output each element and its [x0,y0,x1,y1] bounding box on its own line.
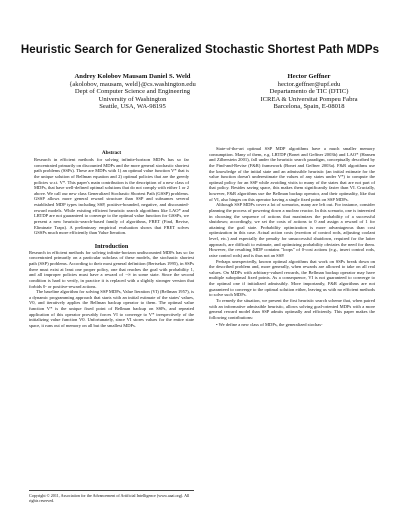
body-paragraph: Perhaps unexpectedly, known optimal algorithms that work on SSPs break down on the described problem and, more generally, when rewards are allowed to take on all real values. On MDPs with arbitrary-valued rewards, the Bellman backup operator may have multiple suboptimal fixed points. As a consequence, VI is not guaranteed to converge to the optimal one if initialized admissibly. More importantly, F&R algorithms are not guaranteed to converge to the optimal solution either, leaving us with no efficient methods to solve such MDPs. [209,258,375,298]
abstract-text: Research in efficient methods for solving infinite-horizon MDPs has so far concentrated primarily on discounted MDPs and the more general stochastic shortest path problems (SSPs). These are MDPs with 1) an optimal value function V* that is the unique solution of Bellman equation and 2) optimal policies that are the greedy policies w.r.t. V*. This paper's main contribution is the description of a new class of MDPs, that have well-defined optimal solutions that do not comply with either 1 or 2 above. We call our new class Generalized Stochastic Shortest Path (GSSP) problems. GSSP allows more general reward structure than SSP and subsumes several established MDP types including SSP, positive-bounded, negative, and discounted-reward models. While existing efficient heuristic search algorithms like LAO* and LRTDP are not guaranteed to converge to the optimal value function for GSSPs, we present a new heuristic-search-based family of algorithms, FRET (Find, Revise, Eliminate Traps). A preliminary empirical evaluation shows that FRET solves GSSPs much more efficiently than Value Iteration. [34,157,189,236]
author-emails: hector.geffner@upf.edu [277,80,341,88]
paper-title: Heuristic Search for Generalized Stochastic Shortest Path MDPs [20,44,380,56]
author-university: University of Washington [98,95,167,103]
right-column [209,146,375,328]
body-paragraph: To remedy the situation, we present the first heuristic search scheme that, when paired with an informative admissible heuristic, allows solving goal-oriented MDPs with a more general reward model than SSP admits optimally and efficiently. This paper makes the following contributions: [209,297,375,320]
author-city: Seattle, USA, WA-98195 [99,103,166,111]
author-university: ICREA & Universitat Pompeu Fabra [260,95,358,103]
copyright-footnote: Copyright © 2011, Association for the Advancement of Artificial Intelligence (www.aaai.org). All rights reserved. [29,490,194,503]
body-paragraph: State-of-the-art optimal SSP MDP algorithms have a much smaller memory consumption. Many of them, e.g. LRTDP (Bonet and Geffner 2003b) and LAO* (Hansen and Zilberstein 2001), fall under the heuristic search paradigm, conceptually described by the Find-and-Revise (F&R) framework (Bonet and Geffner 2003a). F&R algorithms use the knowledge of the initial state and an admissible heuristic (an initial estimate for the value function doesn't underestimate the values of any states under V*) to compute the optimal policy for an SSP while avoiding visits to many of the states that are not part of that policy. Besides saving space, this makes them significantly faster than VI. Crucially, however, F&R algorithms use the Bellman backup operator, and their optimality, like that of VI, also hinges on this operator having a single fixed point on SSP MDPs. [209,146,375,202]
author-names: Hector Geffner [287,73,331,80]
author-department: Departamento de TIC (DTIC) [269,88,349,96]
abstract-heading: Abstract [101,150,122,156]
body-paragraph: Although SSP MDPs cover a lot of scenarios, many are left out. For instance, consider planning the process of powering down a nuclear reactor. In this scenario, one is interested in choosing the sequence of actions that maximizes the probability of a successful shutdown; accordingly, we set the costs of actions to 0 and assign a reward of 1 for attaining the goal state. Probability optimization is more advantageous than cost optimization in this case. Actual action costs (exertion of control rods, adjusting coolant level, etc.) and especially the penalty for unsuccessful shutdown, required for the latter approach, are difficult to estimate, and optimizing probability obviates the need for them. However, the resulting MDP contains "loops" of 0-cost actions (e.g., insert control rods, raise control rods) and is thus not an SSP. [209,202,375,258]
author-block-right [236,73,382,111]
introduction-heading: Introduction [94,242,129,250]
author-city: Barcelona, Spain, E-08018 [273,103,345,111]
author-emails: {akolobov, mausam, weld}@cs.washington.edu [69,80,196,88]
introduction-paragraph: The baseline algorithm for solving SSP MDPs, Value Iteration (VI) (Bellman 1957), is a dynamic programming approach that starts with an initial estimate of the states' values, V0, and iteratively applies the Bellman backup operator to them. The optimal value function V* is the unique fixed point of Bellman backup on SSPs, and repeated application of this operator provably forces VI to converge to V* irrespectively of the initializing value function V0. Unfortunately, since VI stores values for the entire state space, it runs out of memory on all but the smallest MDPs. [29,289,194,328]
author-block-left [30,73,235,111]
introduction-paragraph: Research in efficient methods for solving infinite-horizon undiscounted MDPs has so far concentrated primarily on a particular subclass of these models, the stochastic shortest path (SSP) problems. According to their most general definition (Bertsekas 1995), in SSPs there must exist at least one proper policy, one that reaches the goal with probability 1, and all improper policies must have a reward of −∞ in some state. Since the second condition is hard to verify, in practice it is replaced with a slightly stronger version that forbids 0- or positive-reward actions. [29,249,194,289]
contribution-bullet: • We define a new class of MDPs, the generalized stochas- [216,322,323,328]
author-names: Andrey Kolobov Mausam Daniel S. Weld [74,73,191,80]
left-column [29,150,194,329]
author-department: Dept of Computer Science and Engineering [74,88,191,96]
